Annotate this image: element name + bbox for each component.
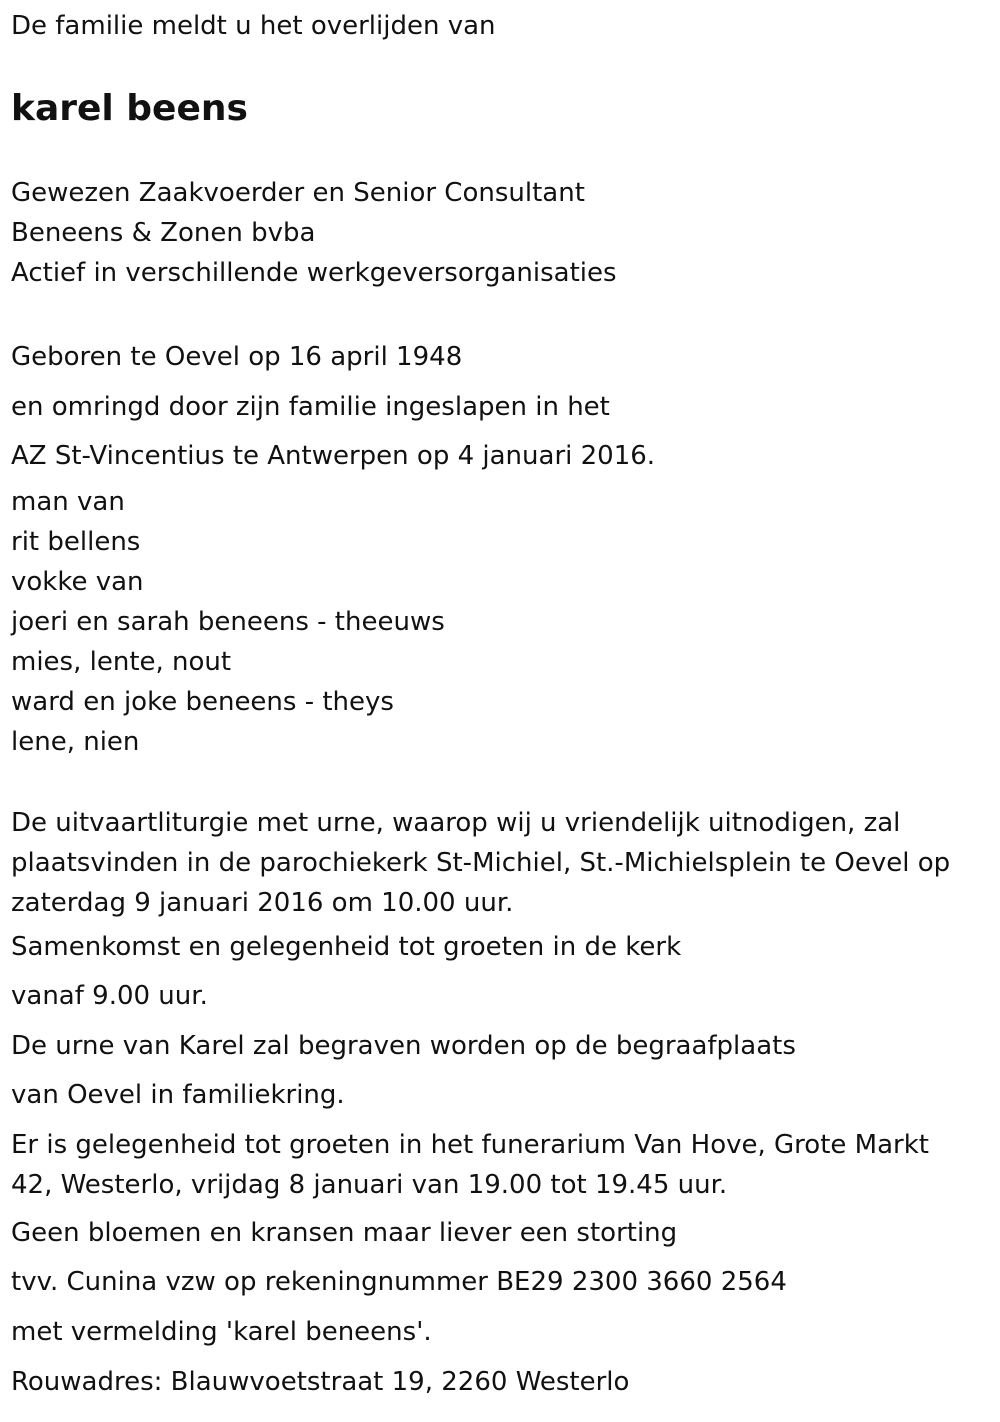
service-line: plaatsvinden in de parochiekerk St-Michiel, St.-Michielsplein te Oevel op (11, 847, 951, 878)
role-line: Actief in verschillende werkgeversorganisaties (11, 258, 617, 288)
service-line: De uitvaartliturgie met urne, waarop wij u vriendelijk uitnodigen, zal (11, 807, 901, 838)
intro-text: De familie meldt u het overlijden van (11, 11, 496, 41)
deceased-name: karel beens (11, 88, 248, 129)
death-line: AZ St-Vincentius te Antwerpen op 4 januari 2016. (11, 441, 656, 471)
service-block (11, 803, 986, 923)
obituary-notice (11, 0, 986, 1407)
relative-line: joeri en sarah beneens - theeuws (11, 606, 445, 637)
relative-line: mies, lente, nout (11, 646, 232, 677)
relative-line: lene, nien (11, 726, 140, 757)
gathering-line: vanaf 9.00 uur. (11, 981, 208, 1012)
funerarium-block (11, 1125, 986, 1205)
donation-line: Geen bloemen en kransen maar liever een storting (11, 1217, 678, 1248)
burial-line: van Oevel in familiekring. (11, 1080, 345, 1111)
relative-line: ward en joke beneens - theys (11, 686, 394, 717)
role-line: Gewezen Zaakvoerder en Senior Consultant (11, 178, 585, 208)
birth-line: Geboren te Oevel op 16 april 1948 (11, 342, 463, 372)
donation-block (11, 1209, 986, 1407)
donation-line: tvv. Cunina vzw op rekeningnummer BE29 2300 3660 2564 (11, 1267, 787, 1298)
funerarium-line: Er is gelegenheid tot groeten in het funerarium Van Hove, Grote Markt (11, 1129, 929, 1160)
relative-line: man van (11, 486, 125, 517)
relative-line: rit bellens (11, 526, 141, 557)
relatives-block (11, 482, 986, 762)
birth-death-block (11, 333, 986, 482)
gathering-line: Samenkomst en gelegenheid tot groeten in de kerk (11, 931, 682, 962)
relative-line: vokke van (11, 566, 144, 597)
mourning-address: Rouwadres: Blauwvoetstraat 19, 2260 Westerlo (11, 1366, 630, 1397)
roles-block (11, 173, 986, 293)
funerarium-line: 42, Westerlo, vrijdag 8 januari van 19.00 tot 19.45 uur. (11, 1169, 728, 1200)
death-line: en omringd door zijn familie ingeslapen in het (11, 391, 610, 422)
gathering-block (11, 923, 986, 1121)
burial-line: De urne van Karel zal begraven worden op de begraafplaats (11, 1030, 796, 1061)
role-line: Beneens & Zonen bvba (11, 218, 316, 248)
service-line: zaterdag 9 januari 2016 om 10.00 uur. (11, 887, 514, 918)
donation-line: met vermelding 'karel beneens'. (11, 1317, 432, 1348)
